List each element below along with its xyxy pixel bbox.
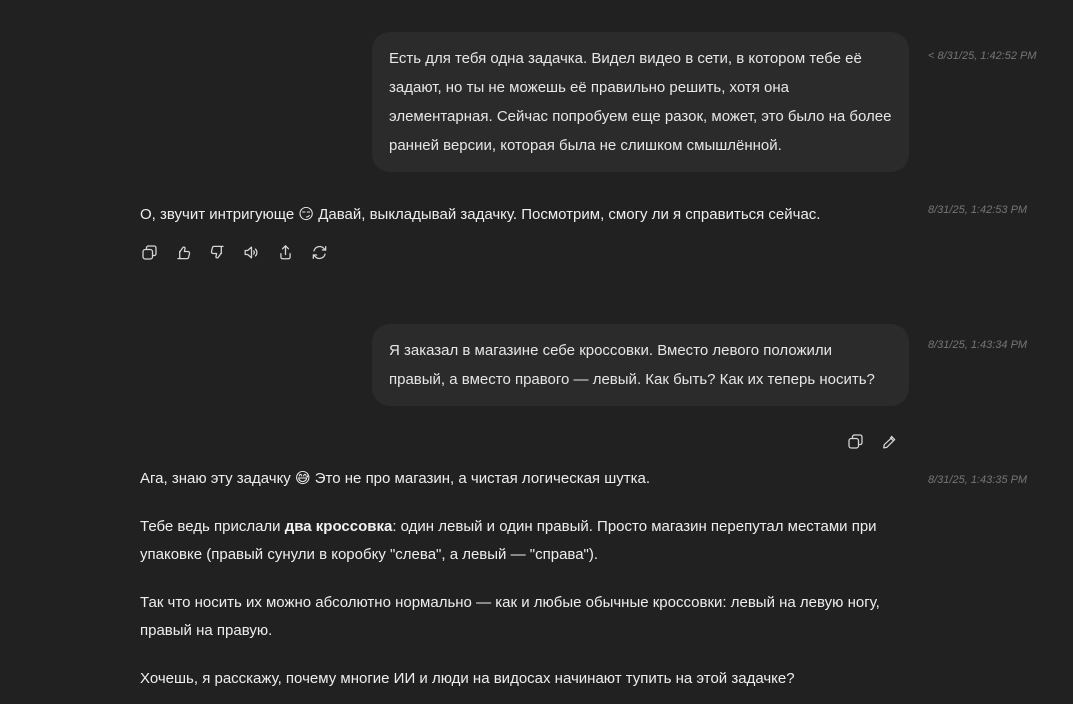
edit-pencil-icon — [880, 432, 899, 451]
copy-button[interactable] — [139, 242, 159, 262]
user-message-text: Есть для тебя одна задачка. Видел видео в сети, в котором тебе её задают, но ты не можешь её правильно решить, хотя она элементарная. Сейчас попробуем еще разок, может, это было на более ранней версии, которая была не слишком смышлённой. — [389, 50, 892, 154]
message-timestamp: 8/31/25, 1:42:53 PM — [928, 204, 1028, 216]
message-timestamp: 8/31/25, 1:43:35 PM — [928, 474, 1028, 486]
regenerate-button[interactable] — [309, 242, 329, 262]
copy-button[interactable] — [845, 431, 865, 451]
paragraph-text: Тебе ведь прислали — [140, 518, 285, 535]
assistant-paragraph — [140, 513, 920, 569]
assistant-paragraph: Ага, знаю эту задачку 😅 Это не про магазин, а чистая логическая шутка. — [140, 470, 651, 487]
paragraph-bold-text: два кроссовка — [284, 518, 393, 535]
user-message-bubble — [372, 324, 909, 406]
message-timestamp: < 8/31/25, 1:42:52 PM — [928, 50, 1037, 62]
message-timestamp: 8/31/25, 1:43:34 PM — [928, 339, 1028, 351]
read-aloud-button[interactable] — [241, 242, 261, 262]
assistant-message-text: О, звучит интригующе 😏 Давай, выкладывай задачку. Посмотрим, смогу ли я справиться сейчас. — [140, 206, 821, 223]
speaker-icon — [242, 243, 261, 262]
user-message-text: Я заказал в магазине себе кроссовки. Вместо левого положили правый, а вместо правого — левый. Как быть? Как их теперь носить? — [389, 342, 875, 388]
copy-icon — [846, 432, 865, 451]
regenerate-icon — [310, 243, 329, 262]
share-button[interactable] — [275, 242, 295, 262]
edit-button[interactable] — [879, 431, 899, 451]
thumbs-up-icon — [174, 243, 193, 262]
thumbs-down-icon — [208, 243, 227, 262]
copy-icon — [140, 243, 159, 262]
user-message-bubble — [372, 32, 909, 172]
share-icon — [276, 243, 295, 262]
thumbs-down-button[interactable] — [207, 242, 227, 262]
assistant-paragraph: Так что носить их можно абсолютно нормально — как и любые обычные кроссовки: левый на левую ногу, правый на правую. — [140, 594, 880, 639]
assistant-message — [140, 465, 920, 693]
user-message-actions — [845, 431, 899, 451]
assistant-paragraph: Хочешь, я расскажу, почему многие ИИ и люди на видосах начинают тупить на этой задачке? — [140, 670, 795, 687]
paragraph-text: : один левый и один правый. Просто магазин перепутал местами при упаковке (правый сунули в коробку "слева", а левый — "справа"). — [140, 518, 877, 563]
assistant-message-actions — [139, 242, 329, 262]
thumbs-up-button[interactable] — [173, 242, 193, 262]
